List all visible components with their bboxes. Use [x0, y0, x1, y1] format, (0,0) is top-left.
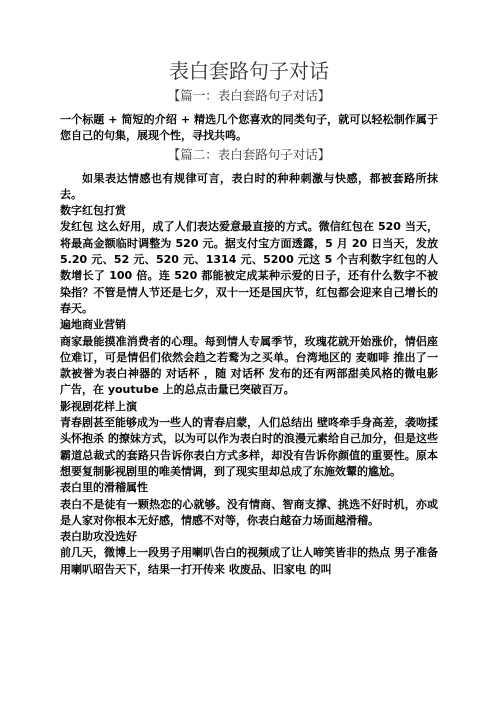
subsection-funny	[60, 480, 438, 529]
subsection-heading: 表白里的滑稽属性	[60, 481, 148, 495]
section1-paragraph: 一个标题 + 简短的介绍 + 精选几个您喜欢的同类句子，就可以轻松制作属于您自己的句集，展现个性，寻找共鸣。	[60, 113, 438, 143]
subsection-tv-drama	[60, 399, 438, 480]
subsection-body: 前几天，微博上一段男子用喇叭告白的视频成了让人啼笑皆非的热点 男子准备用喇叭昭告天下，结果一打开传来 收废品、旧家电 的叫	[60, 546, 438, 576]
subsection-body: 商家最能摸准消费者的心理。每到情人专属季节，玫瑰花就开始涨价，情侣座位难订，可是情侣们依然会趋之若鹜为之买单。台湾地区的 麦咖啡 推出了一款被誉为表白神器的 对话杯 ，随 对话杯 发布的还有两部甜美风格的微电影广告，在 youtube 上的总点击量已突破百万。	[60, 334, 438, 397]
document-page	[60, 58, 438, 578]
section2-heading: 【篇二：表白套路句子对话】	[167, 146, 331, 162]
subsection-body: 发红包 这么好用，成了人们表达爱意最直接的方式。微信红包在 520 当天，将最高金额临时调整为 520 元。据支付宝方面透露，5 月 20 日当天，发放 5.20 元、52 元、520 元、1314 元、5200 元这 5 个吉利数字红包的人数增长了 100 倍。连 520 都能被定成某种示爱的日子，还有什么数字不被染指？不管是情人节还是七夕，双十一还是国庆节，红包都会迎来自己增长的春天。	[60, 220, 438, 315]
subsection-body: 青春剧甚至能够成为一些人的青春启蒙，人们总结出 壁咚牵手身高差，袭吻揉头怀抱杀 的撩妹方式，以为可以作为表白时的浪漫元素给自己加分，但是这些霸道总裁式的套路只告诉你表白方式多样，却没有告诉你颜值的重要性。原本想要复制影视剧里的唯美情调，到了现实里却总成了东施效颦的尴尬。	[60, 416, 438, 478]
subsection-heading: 表白助攻没选好	[60, 530, 137, 544]
subsection-heading: 遍地商业营销	[60, 318, 126, 332]
subsection-heading: 数字红包打赏	[60, 204, 126, 218]
document-title: 表白套路句子对话	[169, 59, 329, 83]
subsection-red-packet	[60, 203, 438, 317]
subsection-heading: 影视剧花样上演	[60, 399, 137, 413]
section1-heading: 【篇一：表白套路句子对话】	[167, 88, 331, 103]
intro-paragraph: 如果表达情感也有规律可言，表白时的种种刺激与快感，都被套路所抹去。	[60, 171, 438, 201]
subsection-body: 表白不是徒有一颗热恋的心就够。没有情商、智商支撑、挑选不好时机，亦或是人家对你根本无好感，情感不对等，你表白越奋力场面越滑稽。	[60, 497, 438, 527]
subsection-marketing	[60, 317, 438, 398]
subsection-helper	[60, 529, 438, 578]
